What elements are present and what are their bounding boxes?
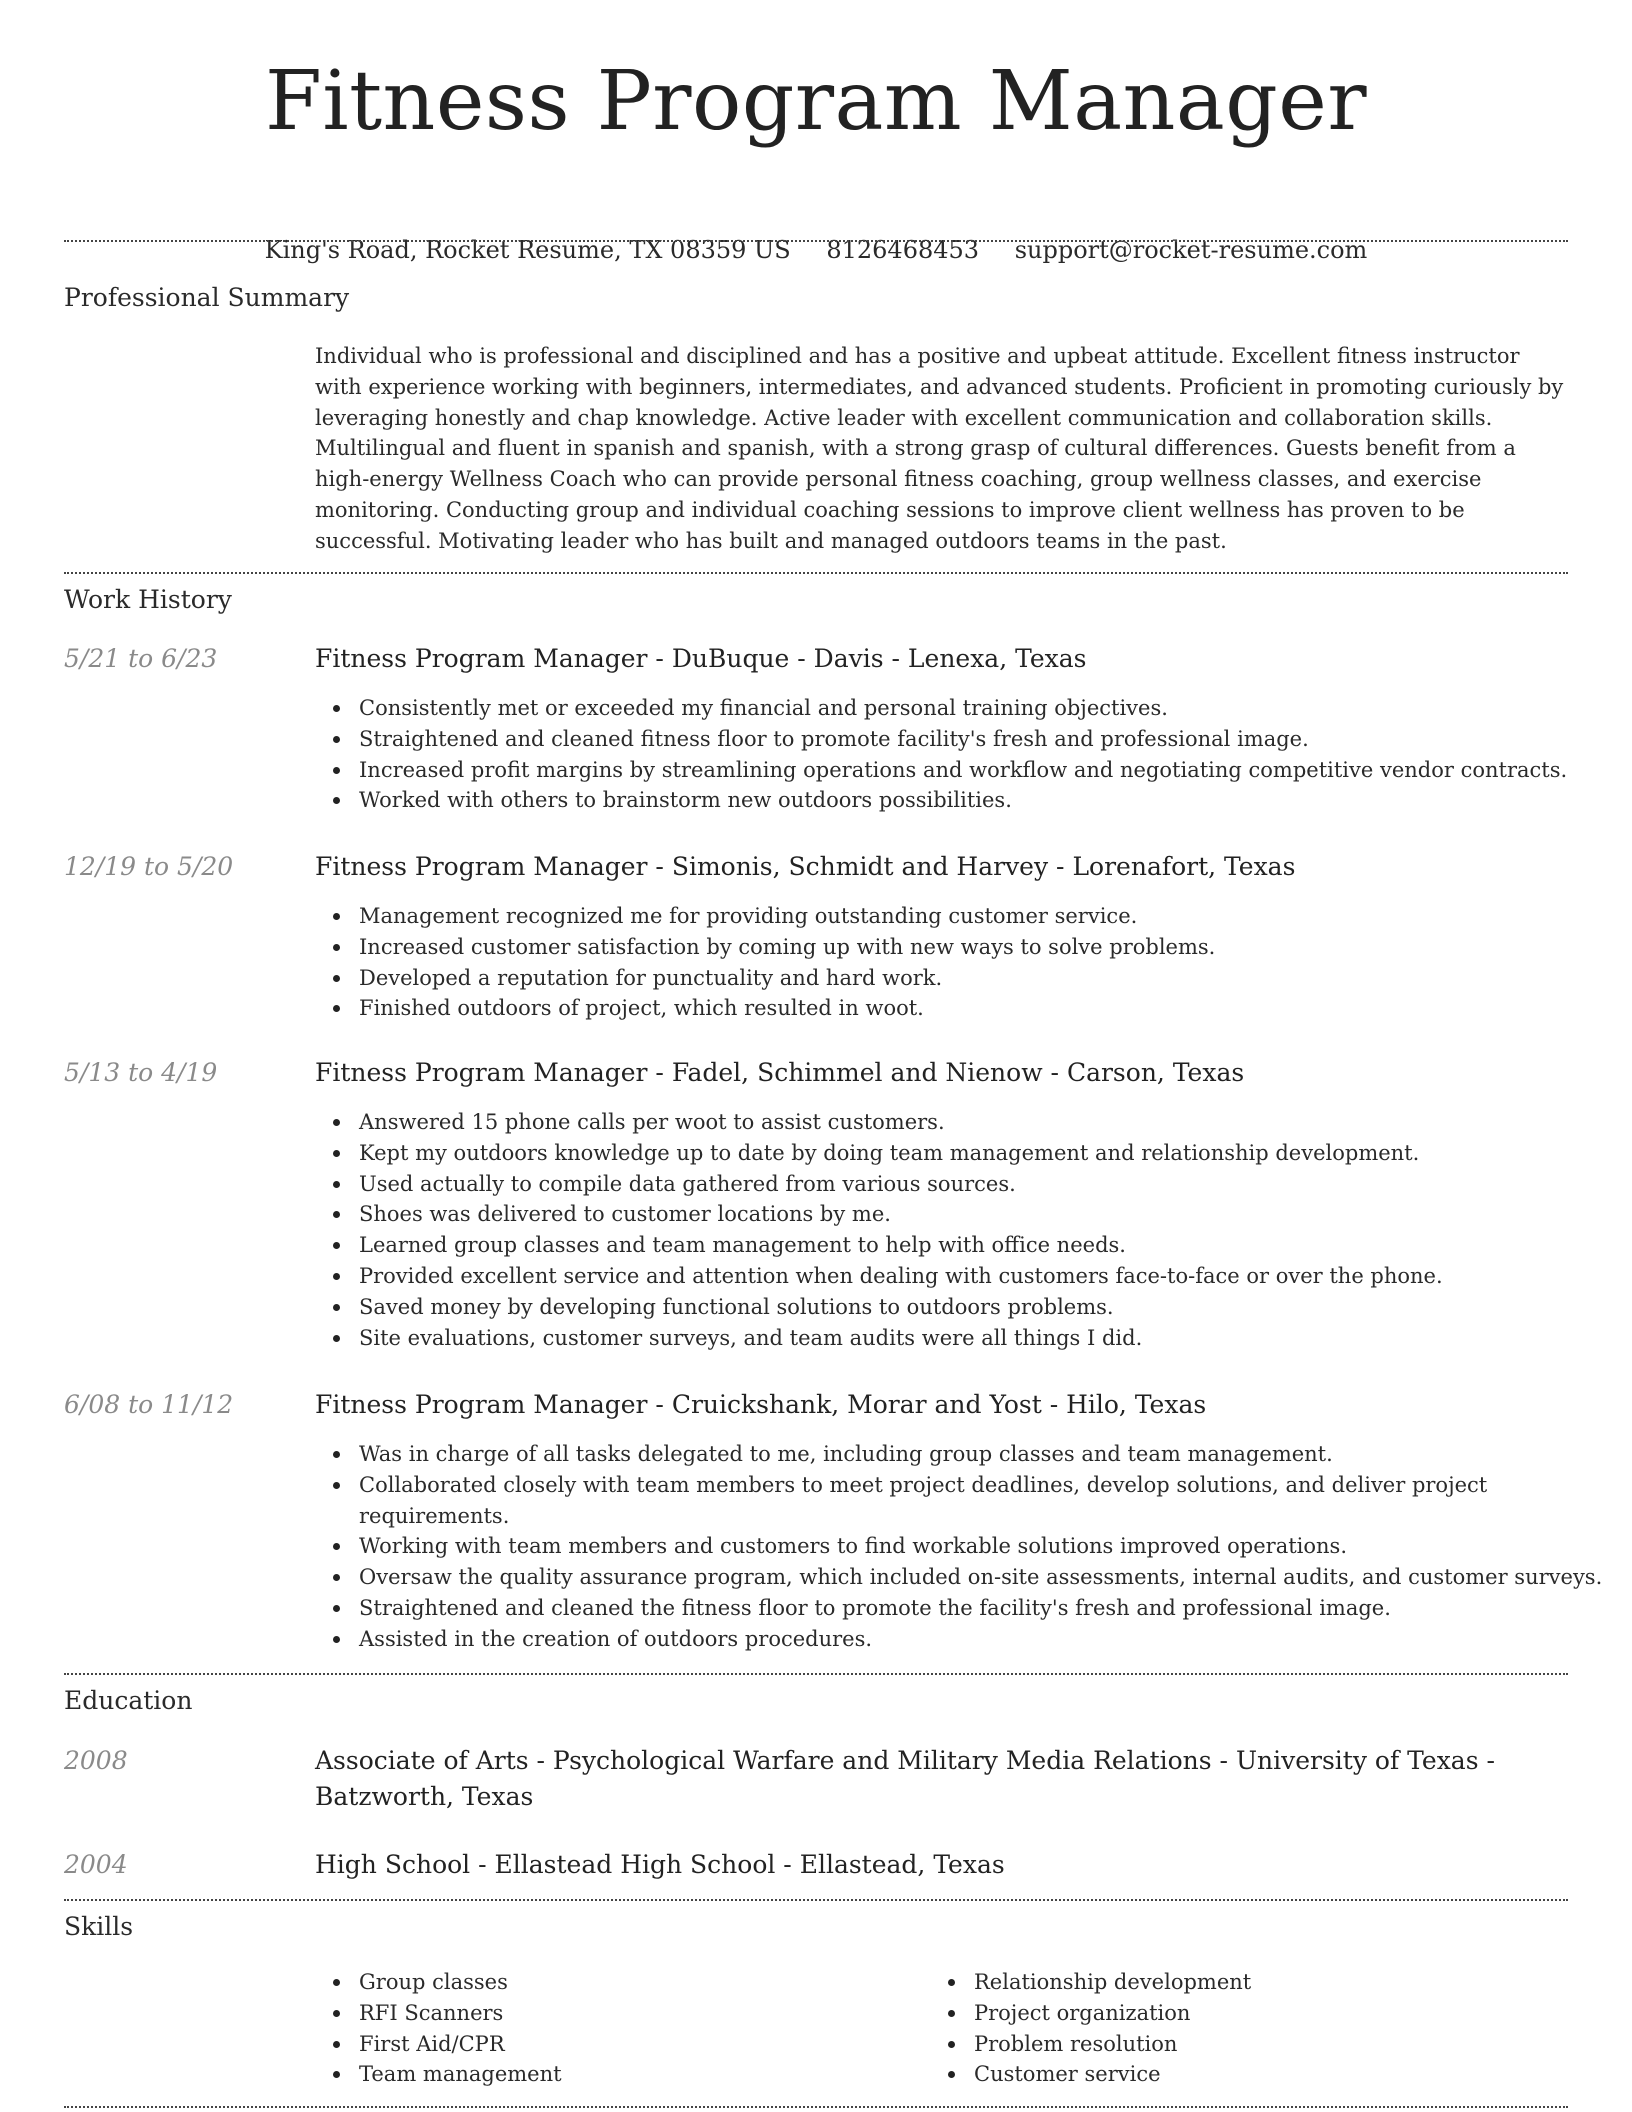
list-item: Answered 15 phone calls per woot to assist customers.: [359, 1107, 1612, 1138]
list-item: Provided excellent service and attention when dealing with customers face-to-face or over the phone.: [359, 1261, 1612, 1292]
section-divider: [64, 572, 1568, 574]
skills-list-right: [930, 1967, 1632, 2090]
list-item: Straightened and cleaned fitness floor to promote facility's fresh and professional image.: [359, 724, 1612, 755]
job-dates: 5/21 to 6/23: [64, 644, 218, 673]
education-entry: High School - Ellastead High School - Ellastead, Texas: [315, 1850, 1005, 1879]
list-item: Worked with others to brainstorm new outdoors possibilities.: [359, 785, 1612, 816]
list-item: Shoes was delivered to customer locations by me.: [359, 1199, 1612, 1230]
section-divider: [64, 2106, 1568, 2108]
list-item: Assisted in the creation of outdoors procedures.: [359, 1624, 1612, 1655]
education-year: 2004: [64, 1850, 128, 1879]
education-year: 2008: [64, 1746, 128, 1775]
skill-item: First Aid/CPR: [359, 2029, 1612, 2060]
job-title: Fitness Program Manager - Cruickshank, Morar and Yost - Hilo, Texas: [315, 1390, 1207, 1419]
job-title: Fitness Program Manager - Fadel, Schimmel and Nienow - Carson, Texas: [315, 1058, 1245, 1087]
job-dates: 6/08 to 11/12: [64, 1390, 234, 1419]
list-item: Saved money by developing functional solutions to outdoors problems.: [359, 1292, 1612, 1323]
skill-item: Team management: [359, 2059, 1612, 2090]
skill-item: Relationship development: [974, 1967, 1632, 1998]
list-item: Kept my outdoors knowledge up to date by doing team management and relationship development.: [359, 1138, 1612, 1169]
skill-item: Group classes: [359, 1967, 1612, 1998]
section-divider: [64, 240, 1568, 242]
contact-line: [64, 234, 1568, 266]
education-entry: Associate of Arts - Psychological Warfare and Military Media Relations - University of Texas - Batzworth, Texas: [315, 1746, 1495, 1811]
list-item: Developed a reputation for punctuality and hard work.: [359, 963, 1612, 994]
job-title: Fitness Program Manager - DuBuque - Davis - Lenexa, Texas: [315, 644, 1087, 673]
job-dates: 12/19 to 5/20: [64, 852, 234, 881]
contact-email[interactable]: support@rocket-resume.com: [1014, 236, 1368, 264]
section-divider: [64, 1899, 1568, 1901]
job-bullets: [315, 693, 1612, 816]
contact-phone: 8126468453: [826, 236, 980, 264]
list-item: Straightened and cleaned the fitness floor to promote the facility's fresh and professional image.: [359, 1593, 1612, 1624]
job-bullets: [315, 901, 1612, 1024]
skill-item: RFI Scanners: [359, 1998, 1612, 2029]
list-item: Collaborated closely with team members to meet project deadlines, develop solutions, and deliver project requirements.: [359, 1470, 1612, 1532]
list-item: Learned group classes and team management to help with office needs.: [359, 1230, 1612, 1261]
list-item: Finished outdoors of project, which resulted in woot.: [359, 993, 1612, 1024]
section-title-education: Education: [64, 1686, 193, 1715]
contact-address: King's Road, Rocket Resume, TX 08359 US: [264, 236, 791, 264]
job-dates: 5/13 to 4/19: [64, 1058, 218, 1087]
list-item: Was in charge of all tasks delegated to me, including group classes and team management.: [359, 1439, 1612, 1470]
list-item: Working with team members and customers to find workable solutions improved operations.: [359, 1531, 1612, 1562]
resume-name: Fitness Program Manager: [264, 54, 1368, 149]
list-item: Used actually to compile data gathered from various sources.: [359, 1169, 1612, 1200]
job-bullets: [315, 1107, 1612, 1353]
list-item: Increased customer satisfaction by coming up with new ways to solve problems.: [359, 932, 1612, 963]
list-item: Consistently met or exceeded my financial and personal training objectives.: [359, 693, 1612, 724]
resume-page: [64, 0, 1603, 2087]
section-divider: [64, 1673, 1568, 1675]
skill-item: Customer service: [974, 2059, 1632, 2090]
skill-item: Problem resolution: [974, 2029, 1632, 2060]
section-title-work-history: Work History: [64, 585, 232, 614]
section-title-skills: Skills: [64, 1912, 134, 1941]
list-item: Oversaw the quality assurance program, which included on-site assessments, internal audits, and customer surveys.: [359, 1562, 1612, 1593]
skill-item: Project organization: [974, 1998, 1632, 2029]
list-item: Management recognized me for providing outstanding customer service.: [359, 901, 1612, 932]
list-item: Increased profit margins by streamlining operations and workflow and negotiating competitive vendor contracts.: [359, 755, 1612, 786]
job-title: Fitness Program Manager - Simonis, Schmidt and Harvey - Lorenafort, Texas: [315, 852, 1296, 881]
section-title-summary: Professional Summary: [64, 283, 350, 312]
job-bullets: [315, 1439, 1612, 1655]
list-item: Site evaluations, customer surveys, and team audits were all things I did.: [359, 1323, 1612, 1354]
summary-text: Individual who is professional and disciplined and has a positive and upbeat attitude. Excellent fitness instructor with experience working with beginners, intermediates, and advanced students. Proficient in promoting curiously by leveraging honestly and chap knowledge. Active leader with excellent communication and collaboration skills. Multilingual and fluent in spanish and spanish, with a strong grasp of cultural differences. Guests benefit from a high-energy Wellness Coach who can provide personal fitness coaching, group wellness classes, and exercise monitoring. Conducting group and individual coaching sessions to improve client wellness has proven to be successful. Motivating leader who has built and managed outdoors teams in the past.: [315, 344, 1564, 553]
